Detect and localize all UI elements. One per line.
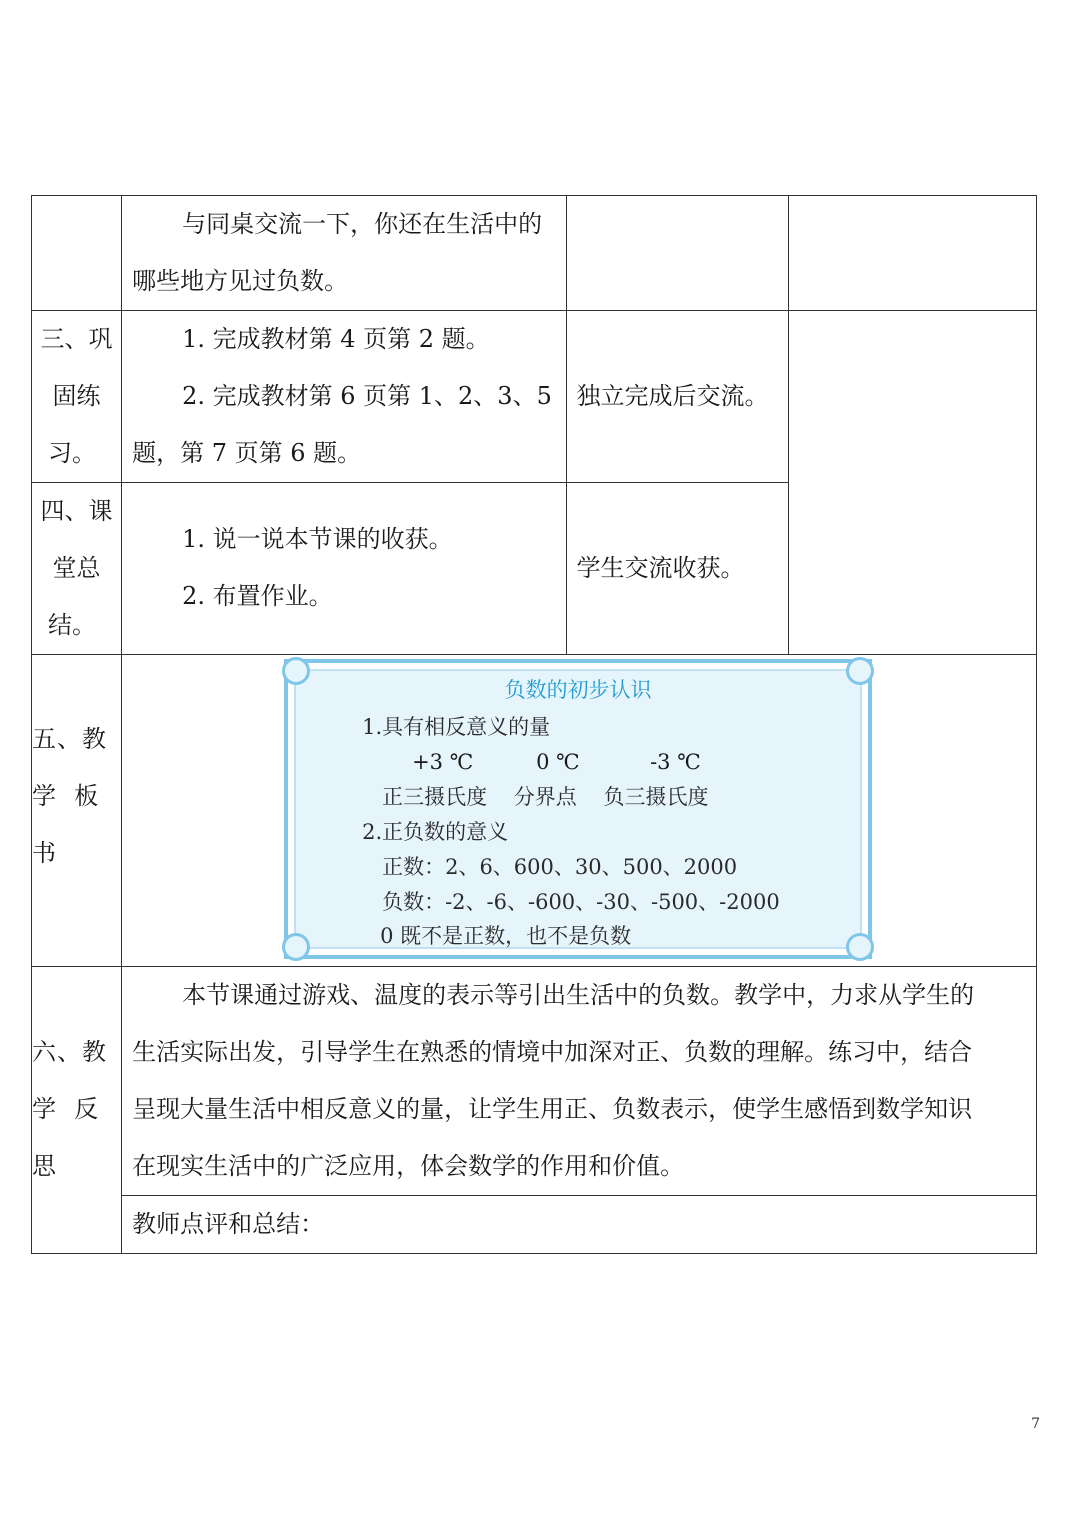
stage-label-line: 习。 xyxy=(48,439,96,467)
reflection-cell xyxy=(122,967,1037,1196)
content-cell xyxy=(122,196,566,311)
student-activity-cell xyxy=(566,311,788,483)
board-temperature: -3 ℃ xyxy=(650,750,701,774)
student-activity-cell xyxy=(566,483,788,655)
stage-label-line: 学 反 xyxy=(32,1095,100,1123)
content-cell xyxy=(122,483,566,655)
board-section-heading: 1.具有相反意义的量 xyxy=(362,715,551,739)
page-number: 7 xyxy=(1031,1416,1040,1432)
stage-label-line: 六、教 xyxy=(32,1038,107,1066)
lesson-plan-table xyxy=(31,195,1037,1254)
teacher-notes-cell xyxy=(788,196,1036,311)
reflection-line: 本节课通过游戏、温度的表示等引出生活中的负数。教学中，力求从学生的 xyxy=(182,981,975,1009)
stage-label-line: 三、巩 xyxy=(40,325,113,353)
teacher-review-label: 教师点评和总结： xyxy=(132,1210,325,1238)
student-activity-cell xyxy=(566,196,788,311)
content-line: 1. 完成教材第 4 页第 2 题。 xyxy=(182,325,490,353)
content-line: 2. 布置作业。 xyxy=(182,582,333,610)
table-row-discussion xyxy=(32,196,1037,311)
corner-ornament-icon xyxy=(282,933,310,961)
stage-label-line: 思 xyxy=(32,1152,57,1180)
board-temperature-labels: 正三摄氏度 分界点 负三摄氏度 xyxy=(382,785,709,809)
table-row-practice xyxy=(32,311,1037,483)
corner-ornament-icon xyxy=(846,933,874,961)
stage-label-line: 结。 xyxy=(48,611,96,639)
content-line: 题，第 7 页第 6 题。 xyxy=(132,439,362,467)
content-line: 与同桌交流一下，你还在生活中的 xyxy=(182,210,543,238)
reflection-line: 呈现大量生活中相反意义的量，让学生用正、负数表示，使学生感悟到数学知识 xyxy=(132,1095,973,1123)
board-title: 负数的初步认识 xyxy=(504,678,652,702)
content-line: 2. 完成教材第 6 页第 1、2、3、5 xyxy=(182,382,552,410)
stage-label-line: 书 xyxy=(32,839,57,867)
reflection-line: 生活实际出发，引导学生在熟悉的情境中加深对正、负数的理解。练习中，结合 xyxy=(132,1038,973,1066)
board-temperature: 0 ℃ xyxy=(536,750,580,774)
board-temperature: +3 ℃ xyxy=(412,750,474,774)
content-line: 哪些地方见过负数。 xyxy=(132,267,349,295)
blackboard-panel xyxy=(284,659,872,959)
student-activity-text: 独立完成后交流。 xyxy=(576,382,769,410)
board-section-heading: 2.正负数的意义 xyxy=(362,820,509,844)
student-activity-text: 学生交流收获。 xyxy=(576,554,745,582)
board-zero-note: 0 既不是正数，也不是负数 xyxy=(380,924,632,948)
board-cell xyxy=(122,655,1037,967)
teacher-review-cell xyxy=(122,1196,1037,1254)
table-row-reflection xyxy=(32,967,1037,1196)
stage-label-cell xyxy=(32,483,122,655)
stage-label-cell xyxy=(32,311,122,483)
teacher-question-cell xyxy=(788,311,1036,655)
table-row-teacher-review xyxy=(32,1196,1037,1254)
stage-label-line: 五、教 xyxy=(32,725,107,753)
stage-label-line: 四、课 xyxy=(40,497,113,525)
stage-label-cell xyxy=(32,196,122,311)
stage-label-line: 学 板 xyxy=(32,782,100,810)
table-row-board xyxy=(32,655,1037,967)
stage-label-line: 固练 xyxy=(52,382,101,410)
content-line: 1. 说一说本节课的收获。 xyxy=(182,525,453,553)
board-negative-numbers: 负数：-2、-6、-600、-30、-500、-2000 xyxy=(382,890,780,914)
content-cell xyxy=(122,311,566,483)
stage-label-cell xyxy=(32,967,122,1254)
stage-label-cell xyxy=(32,655,122,967)
board-positive-numbers: 正数：2、6、600、30、500、2000 xyxy=(382,855,738,879)
stage-label-line: 堂总 xyxy=(52,554,101,582)
reflection-line: 在现实生活中的广泛应用，体会数学的作用和价值。 xyxy=(132,1152,685,1180)
